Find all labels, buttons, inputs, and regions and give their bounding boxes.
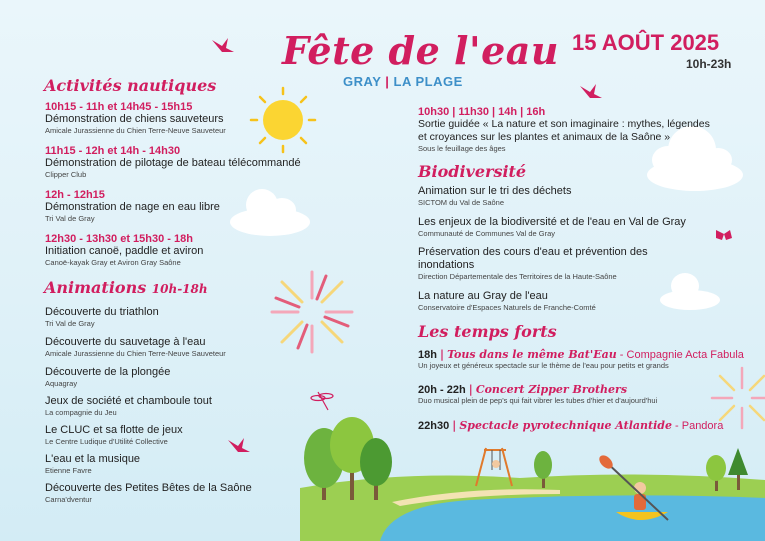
list-item (45, 189, 305, 224)
section-title-biodiversite: Biodiversité (418, 162, 527, 181)
activity-organizer: Amicale Jurassienne du Chien Terre-Neuve Sauveteur (45, 126, 226, 135)
activity-organizer: Clipper Club (45, 170, 87, 179)
list-item (45, 424, 183, 447)
highlight-line (418, 383, 657, 396)
activity-organizer: Conservatoire d'Espaces Naturels de Franche-Comté (418, 303, 596, 312)
location-town: GRAY (343, 74, 382, 89)
highlight-line (418, 348, 744, 361)
activity-organizer: Etienne Favre (45, 466, 92, 475)
highlight-time: 18h (418, 349, 437, 361)
highlight-description: Un joyeux et généreux spectacle sur le thème de l'eau pour petits et grands (418, 361, 669, 370)
activity-time: 11h15 - 12h et 14h - 14h30 (45, 145, 181, 157)
activity-name: Découverte du sauvetage à l'eau (45, 336, 206, 348)
list-item (418, 216, 718, 239)
section-title-temps-forts: Les temps forts (418, 322, 557, 341)
location-separator: | (385, 74, 390, 89)
activity-name: Sortie guidée « La nature et son imaginaire : mythes, légendes et croyances sur les plantes et animaux de la Saône » (418, 118, 710, 143)
activity-time: 12h30 - 13h30 et 15h30 - 18h (45, 233, 193, 245)
activity-organizer: Aquagray (45, 379, 78, 388)
activity-name: Démonstration de chiens sauveteurs (45, 113, 224, 125)
list-item (45, 145, 365, 180)
highlight-separator: | (440, 348, 445, 361)
bird-icon (212, 38, 234, 52)
activity-name: Jeux de société et chamboule tout (45, 395, 212, 407)
activity-time: 12h - 12h15 (45, 189, 105, 201)
activity-name: Initiation canoë, paddle et aviron (45, 245, 204, 257)
activity-organizer: Carna'dventur (45, 495, 92, 504)
activity-name: Les enjeux de la biodiversité et de l'eau en Val de Gray (418, 216, 686, 228)
list-item (418, 106, 718, 154)
list-item (45, 395, 212, 418)
highlight-separator: | (452, 419, 457, 432)
activity-organizer: Tri Val de Gray (45, 319, 95, 328)
highlight-separator: | (468, 383, 473, 396)
list-item (45, 233, 305, 268)
activity-organizer: Canoë-kayak Gray et Aviron Gray Saône (45, 258, 181, 267)
activity-name: Préservation des cours d'eau et prévention des inondations (418, 246, 648, 271)
bird-icon (580, 84, 602, 98)
butterfly-icon (716, 230, 732, 240)
location-area: LA PLAGE (393, 74, 463, 89)
activity-organizer: Le Centre Ludique d'Utilité Collective (45, 437, 168, 446)
highlight-name: Spectacle pyrotechnique Atlantide (459, 419, 672, 432)
highlight-name: Concert Zipper Brothers (475, 383, 628, 396)
activity-organizer: Amicale Jurassienne du Chien Terre-Neuve Sauveteur (45, 349, 226, 358)
event-date: 15 AOÛT 2025 (572, 30, 720, 55)
activity-name: Découverte de la plongée (45, 366, 171, 378)
highlight-name: Tous dans le même Bat'Eau (447, 348, 617, 361)
animations-hours: 10h-18h (151, 282, 208, 296)
activity-name: Découverte du triathlon (45, 306, 159, 318)
activity-name: La nature au Gray de l'eau (418, 290, 548, 302)
activity-time: 10h30 | 11h30 | 14h | 16h (418, 106, 546, 118)
list-item (45, 101, 305, 136)
activity-organizer: Sous le feuillage des âges (418, 144, 506, 153)
highlight-company: - Pandora (675, 420, 724, 432)
list-item (418, 348, 744, 371)
list-item (45, 336, 226, 359)
highlight-line (418, 419, 723, 432)
event-location (343, 74, 463, 89)
event-title: Fête de l'eau (282, 28, 560, 73)
activity-time: 10h15 - 11h et 14h45 - 15h15 (45, 101, 193, 113)
activity-organizer: Tri Val de Gray (45, 214, 95, 223)
activity-organizer: SICTOM du Val de Saône (418, 198, 505, 207)
activity-organizer: Communauté de Communes Val de Gray (418, 229, 556, 238)
activity-name: Animation sur le tri des déchets (418, 185, 572, 197)
highlight-description: Duo musical plein de pep's qui fait vibrer les tubes d'hier et d'aujourd'hui (418, 396, 658, 405)
bird-icon (228, 438, 250, 452)
activity-name: Démonstration de pilotage de bateau télécommandé (45, 157, 301, 169)
activity-organizer: Direction Départementale des Territoires de la Haute-Saône (418, 272, 617, 281)
highlight-time: 20h - 22h (418, 384, 466, 396)
highlight-company: - Compagnie Acta Fabula (619, 349, 744, 361)
event-hours: 10h-23h (686, 57, 732, 71)
list-item (418, 383, 657, 406)
activity-name: L'eau et la musique (45, 453, 141, 465)
animations-title: Animations (44, 278, 147, 297)
section-title-animations (44, 278, 208, 297)
list-item (418, 419, 723, 432)
activity-name: Démonstration de nage en eau libre (45, 201, 220, 213)
highlight-time: 22h30 (418, 420, 450, 432)
section-title-nautiques: Activités nautiques (44, 76, 217, 95)
list-item (45, 306, 159, 329)
list-item (45, 482, 252, 505)
list-item (45, 366, 170, 389)
dragonfly-icon (311, 392, 333, 410)
list-item (45, 453, 140, 476)
activity-organizer: La compagnie du Jeu (45, 408, 117, 417)
list-item (418, 185, 718, 208)
list-item (418, 246, 698, 282)
activity-name: Le CLUC et sa flotte de jeux (45, 424, 183, 436)
activity-name: Découverte des Petites Bêtes de la Saône (45, 482, 252, 494)
firework-icon (272, 272, 352, 352)
list-item (418, 290, 718, 313)
